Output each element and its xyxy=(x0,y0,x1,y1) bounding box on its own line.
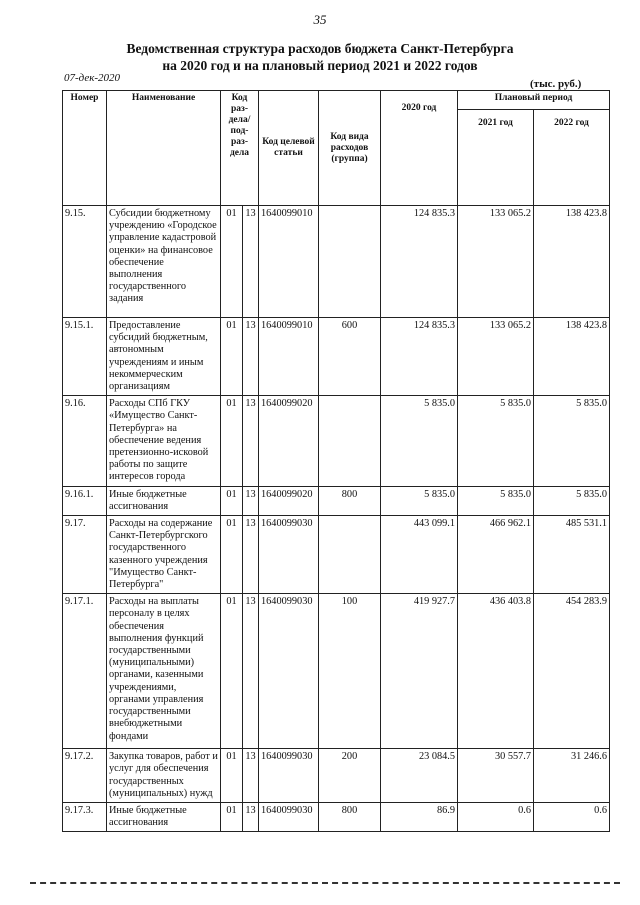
row-2022: 5 835.0 xyxy=(534,486,610,515)
row-number: 9.17.1. xyxy=(63,594,107,749)
row-name: Субсидии бюджетному учреждению «Городское управление кадастровой оценки» на финансовое обеспечение выполнения государственного задания xyxy=(107,206,221,318)
row-2021: 133 065.2 xyxy=(458,318,534,396)
row-article: 1640099010 xyxy=(259,206,319,318)
row-subsection: 13 xyxy=(243,486,259,515)
row-2021: 5 835.0 xyxy=(458,486,534,515)
row-2021: 133 065.2 xyxy=(458,206,534,318)
row-group xyxy=(319,396,381,486)
header-2020: 2020 год xyxy=(381,91,458,206)
row-section: 01 xyxy=(221,516,243,594)
row-name: Предоставление субсидий бюджетным, автономным учреждениям и иным некоммерческим организациям xyxy=(107,318,221,396)
row-2021: 30 557.7 xyxy=(458,749,534,803)
row-name: Закупка товаров, работ и услуг для обеспечения государственных (муниципальных) нужд xyxy=(107,749,221,803)
row-group xyxy=(319,206,381,318)
row-2022: 138 423.8 xyxy=(534,318,610,396)
header-2022: 2022 год xyxy=(534,110,610,206)
row-2021: 5 835.0 xyxy=(458,396,534,486)
row-2022: 31 246.6 xyxy=(534,749,610,803)
row-2022: 485 531.1 xyxy=(534,516,610,594)
row-2021: 436 403.8 xyxy=(458,594,534,749)
row-group: 600 xyxy=(319,318,381,396)
table-row xyxy=(63,594,610,749)
units-label: (тыс. руб.) xyxy=(530,78,582,90)
table-row xyxy=(63,206,610,318)
row-group: 800 xyxy=(319,803,381,832)
row-group: 100 xyxy=(319,594,381,749)
row-2020: 86.9 xyxy=(381,803,458,832)
table-row xyxy=(63,318,610,396)
header-plan-period: Плановый период xyxy=(458,91,610,110)
row-group: 200 xyxy=(319,749,381,803)
table-row xyxy=(63,749,610,803)
table-row xyxy=(63,486,610,515)
header-number: Номер xyxy=(63,91,107,206)
row-2020: 23 084.5 xyxy=(381,749,458,803)
row-subsection: 13 xyxy=(243,594,259,749)
row-2022: 5 835.0 xyxy=(534,396,610,486)
row-subsection: 13 xyxy=(243,749,259,803)
row-2021: 466 962.1 xyxy=(458,516,534,594)
row-group: 800 xyxy=(319,486,381,515)
row-subsection: 13 xyxy=(243,516,259,594)
row-2020: 5 835.0 xyxy=(381,396,458,486)
row-article: 1640099010 xyxy=(259,318,319,396)
header-name: Наименование xyxy=(107,91,221,206)
row-article: 1640099030 xyxy=(259,594,319,749)
row-2022: 138 423.8 xyxy=(534,206,610,318)
row-2022: 454 283.9 xyxy=(534,594,610,749)
row-number: 9.16.1. xyxy=(63,486,107,515)
row-name: Иные бюджетные ассигнования xyxy=(107,803,221,832)
row-section: 01 xyxy=(221,803,243,832)
row-name: Иные бюджетные ассигнования xyxy=(107,486,221,515)
row-name: Расходы на содержание Санкт-Петербургского государственного казенного учреждения "Имущество Санкт-Петербурга" xyxy=(107,516,221,594)
header-2021: 2021 год xyxy=(458,110,534,206)
row-section: 01 xyxy=(221,396,243,486)
row-2020: 5 835.0 xyxy=(381,486,458,515)
row-number: 9.17. xyxy=(63,516,107,594)
page-number: 35 xyxy=(313,12,327,27)
row-2020: 124 835.3 xyxy=(381,318,458,396)
row-name: Расходы на выплаты персоналу в целях обеспечения выполнения функций государственными (муниципальными) органами, казенными учреждениями, органами управления государственными внебюджетными фондами xyxy=(107,594,221,749)
row-name: Расходы СПб ГКУ «Имущество Санкт-Петербурга» на обеспечение ведения претензионно-исковой работы по защите интересов города xyxy=(107,396,221,486)
row-number: 9.17.2. xyxy=(63,749,107,803)
row-2020: 419 927.7 xyxy=(381,594,458,749)
title-line-1: Ведомственная структура расходов бюджета Санкт-Петербурга xyxy=(126,41,514,56)
page-bottom-divider xyxy=(30,882,620,884)
table-row xyxy=(63,516,610,594)
table-row xyxy=(63,396,610,486)
header-group: Код вида расходов (группа) xyxy=(319,91,381,206)
row-section: 01 xyxy=(221,486,243,515)
row-2020: 124 835.3 xyxy=(381,206,458,318)
row-section: 01 xyxy=(221,749,243,803)
table-row xyxy=(63,803,610,832)
budget-table xyxy=(62,90,610,832)
header-section: Код раз-дела/ под-раз-дела xyxy=(221,91,259,206)
row-section: 01 xyxy=(221,206,243,318)
row-2020: 443 099.1 xyxy=(381,516,458,594)
title-line-2: на 2020 год и на плановый период 2021 и 2022 годов xyxy=(162,58,478,73)
row-subsection: 13 xyxy=(243,396,259,486)
row-section: 01 xyxy=(221,318,243,396)
row-number: 9.17.3. xyxy=(63,803,107,832)
row-subsection: 13 xyxy=(243,206,259,318)
row-subsection: 13 xyxy=(243,803,259,832)
row-group xyxy=(319,516,381,594)
row-article: 1640099030 xyxy=(259,749,319,803)
row-article: 1640099030 xyxy=(259,803,319,832)
row-2021: 0.6 xyxy=(458,803,534,832)
row-section: 01 xyxy=(221,594,243,749)
row-2022: 0.6 xyxy=(534,803,610,832)
row-number: 9.16. xyxy=(63,396,107,486)
row-number: 9.15. xyxy=(63,206,107,318)
header-row xyxy=(63,91,610,110)
row-article: 1640099020 xyxy=(259,396,319,486)
row-number: 9.15.1. xyxy=(63,318,107,396)
header-article: Код целевой статьи xyxy=(259,91,319,206)
row-article: 1640099020 xyxy=(259,486,319,515)
row-subsection: 13 xyxy=(243,318,259,396)
document-title xyxy=(0,40,640,74)
row-article: 1640099030 xyxy=(259,516,319,594)
document-date: 07-дек-2020 xyxy=(64,72,121,84)
